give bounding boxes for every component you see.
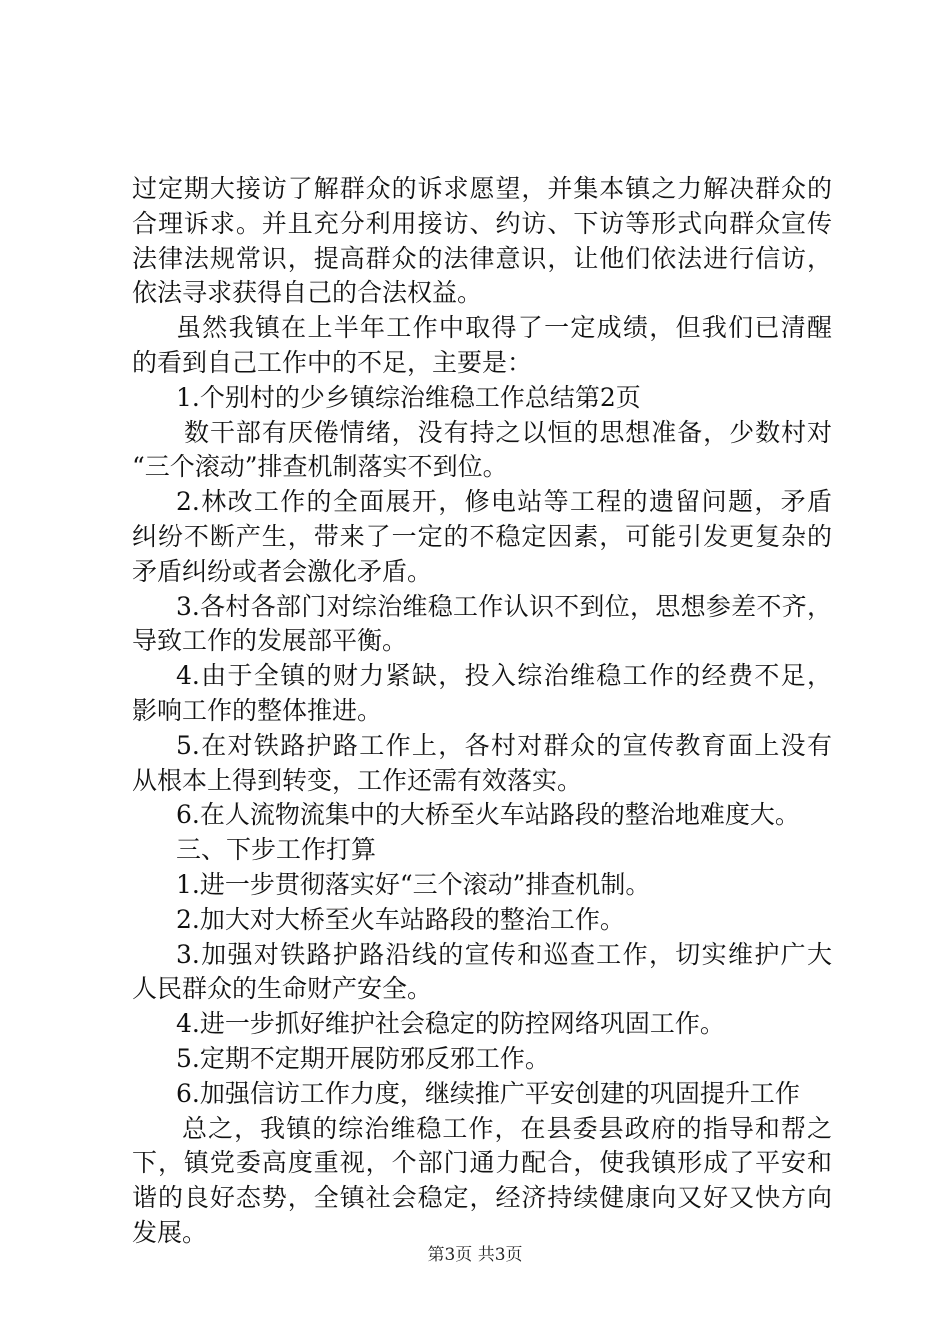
text-line: 影响工作的整体推进。	[132, 695, 383, 725]
section-heading: 三、下步工作打算	[176, 835, 377, 865]
text-line: 4.进一步抓好维护社会稳定的防控网络巩固工作。	[176, 1009, 725, 1039]
text-line: 2.林改工作的全面展开，修电站等工程的遗留问题，矛盾	[176, 487, 832, 517]
text-line: 总之，我镇的综治维稳工作，在县委县政府的指导和帮之	[182, 1113, 832, 1143]
text-line: 2.加大对大桥至火车站路段的整治工作。	[176, 904, 625, 934]
text-line: 5.定期不定期开展防邪反邪工作。	[176, 1043, 550, 1073]
text-line: 的看到自己工作中的不足，主要是：	[132, 347, 533, 377]
text-line: 法律法规常识，提高群众的法律意识，让他们依法进行信访，	[132, 243, 832, 273]
text-line: 数干部有厌倦情绪，没有持之以恒的思想准备，少数村对	[184, 417, 832, 447]
text-line: 导致工作的发展部平衡。	[132, 626, 408, 656]
text-line: 3.各村各部门对综治维稳工作认识不到位，思想参差不齐，	[176, 591, 832, 621]
text-line: 过定期大接访了解群众的诉求愿望，并集本镇之力解决群众的	[132, 174, 832, 203]
text-line: 3.加强对铁路护路沿线的宣传和巡查工作，切实维护广大	[176, 939, 832, 969]
text-line: “三个滚动”排查机制落实不到位。	[132, 452, 508, 482]
text-line: 4.由于全镇的财力紧缺，投入综治维稳工作的经费不足，	[176, 661, 832, 691]
text-line: 1.进一步贯彻落实好“三个滚动”排查机制。	[176, 869, 651, 899]
text-line: 下，镇党委高度重视，个部门通力配合，使我镇形成了平安和	[132, 1148, 832, 1178]
text-line: 6.在人流物流集中的大桥至火车站路段的整治地难度大。	[176, 800, 800, 830]
text-line: 虽然我镇在上半年工作中取得了一定成绩，但我们已清醒	[176, 313, 832, 343]
text-line: 1.个别村的少乡镇综治维稳工作总结第2页	[176, 382, 641, 412]
text-line: 纠纷不断产生，带来了一定的不稳定因素，可能引发更复杂的	[132, 521, 832, 551]
text-line: 人民群众的生命财产安全。	[132, 974, 433, 1004]
text-line: 5.在对铁路护路工作上，各村对群众的宣传教育面上没有	[176, 730, 832, 760]
text-line: 矛盾纠纷或者会激化矛盾。	[132, 556, 433, 586]
text-line: 从根本上得到转变，工作还需有效落实。	[132, 765, 583, 795]
page-number-footer: 第3页 共3页	[427, 1245, 523, 1265]
text-line: 发展。	[132, 1217, 208, 1247]
text-line: 6.加强信访工作力度，继续推广平安创建的巩固提升工作	[176, 1078, 800, 1108]
text-line: 依法寻求获得自己的合法权益。	[132, 278, 483, 308]
document-body	[132, 172, 832, 1251]
text-line: 合理诉求。并且充分利用接访、约访、下访等形式向群众宣传	[132, 208, 832, 238]
text-line: 谐的良好态势，全镇社会稳定，经济持续健康向又好又快方向	[132, 1183, 832, 1213]
